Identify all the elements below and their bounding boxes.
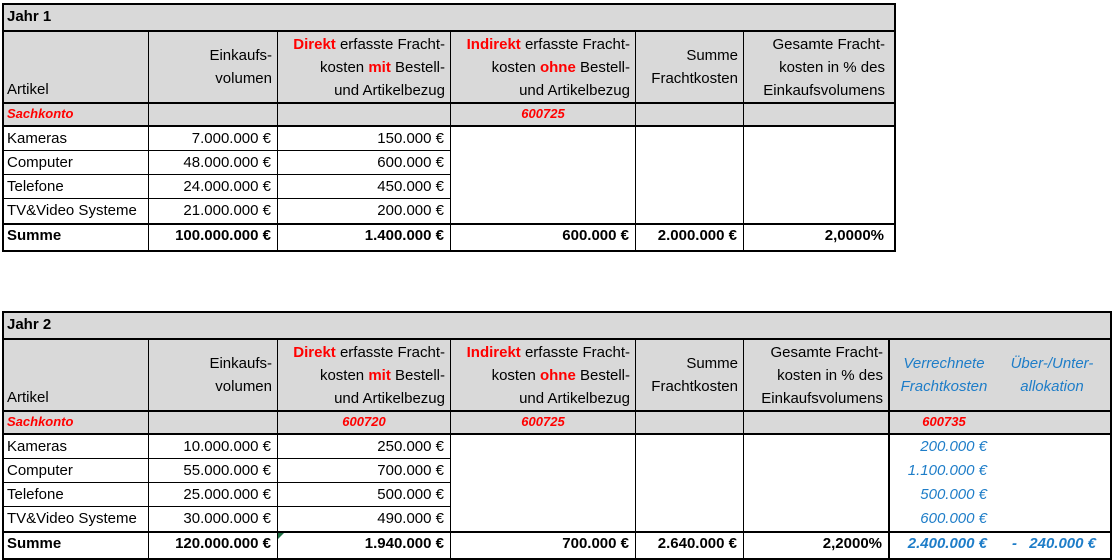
table-row bbox=[4, 151, 894, 175]
direkt-cell[interactable]: 250.000 € bbox=[278, 435, 451, 459]
header-line: Frachtkosten bbox=[651, 70, 738, 87]
empty-cell[interactable] bbox=[451, 507, 636, 531]
jahr2-table bbox=[2, 311, 1112, 560]
empty-cell[interactable] bbox=[636, 199, 744, 223]
empty-cell[interactable] bbox=[636, 507, 744, 531]
header-direkt-frachtkosten[interactable] bbox=[278, 340, 451, 410]
empty-cell[interactable] bbox=[744, 199, 890, 223]
empty-cell[interactable] bbox=[744, 127, 890, 151]
empty-cell[interactable] bbox=[451, 483, 636, 507]
minus-sign: - bbox=[1012, 535, 1017, 552]
summe-indirekt[interactable]: 600.000 € bbox=[451, 225, 636, 250]
table-row bbox=[4, 483, 1110, 507]
header-line: Einkaufs- bbox=[209, 47, 272, 64]
artikel-cell[interactable]: Telefone bbox=[4, 483, 149, 507]
einkauf-cell[interactable]: 25.000.000 € bbox=[149, 483, 278, 507]
empty-cell[interactable] bbox=[744, 435, 890, 459]
empty-cell[interactable] bbox=[636, 483, 744, 507]
summe-direkt-value: 1.940.000 € bbox=[364, 535, 444, 552]
direkt-cell[interactable]: 600.000 € bbox=[278, 151, 451, 175]
header-ueber-unterallokation[interactable] bbox=[998, 340, 1106, 410]
artikel-cell[interactable]: Computer bbox=[4, 151, 149, 175]
summe-direkt[interactable] bbox=[278, 533, 451, 558]
header-artikel[interactable] bbox=[4, 340, 149, 410]
summe-einkauf[interactable]: 100.000.000 € bbox=[149, 225, 278, 250]
header-gesamt-prozent[interactable] bbox=[744, 32, 890, 102]
empty-cell[interactable] bbox=[149, 104, 278, 125]
summe-indirekt[interactable]: 700.000 € bbox=[451, 533, 636, 558]
table-row bbox=[4, 175, 894, 199]
empty-cell[interactable] bbox=[451, 175, 636, 199]
header-line: und Artikelbezug bbox=[334, 389, 445, 407]
empty-cell[interactable] bbox=[451, 199, 636, 223]
summe-prozent[interactable]: 2,2000% bbox=[744, 533, 890, 558]
empty-cell[interactable] bbox=[451, 459, 636, 483]
jahr2-summe-row bbox=[4, 531, 1110, 558]
header-summe-frachtkosten[interactable] bbox=[636, 340, 744, 410]
jahr1-title-cell[interactable]: Jahr 1 bbox=[7, 8, 52, 25]
einkauf-cell[interactable]: 7.000.000 € bbox=[149, 127, 278, 151]
header-line: Einkaufsvolumens bbox=[761, 389, 883, 407]
header-line: Indirekt erfasste Fracht- bbox=[466, 35, 630, 53]
summe-label[interactable]: Summe bbox=[4, 225, 149, 250]
verrechnet-cell[interactable]: 1.100.000 € bbox=[907, 462, 987, 479]
einkauf-cell[interactable]: 10.000.000 € bbox=[149, 435, 278, 459]
table-row bbox=[4, 435, 1110, 459]
header-indirekt-frachtkosten[interactable] bbox=[451, 32, 636, 102]
jahr1-sachkonto-row bbox=[4, 104, 894, 127]
header-line: Artikel bbox=[7, 81, 49, 98]
sachkonto-indirekt-value[interactable]: 600725 bbox=[451, 104, 636, 125]
direkt-cell[interactable]: 500.000 € bbox=[278, 483, 451, 507]
table-row bbox=[4, 199, 894, 223]
artikel-cell[interactable]: TV&Video Systeme bbox=[4, 507, 149, 531]
table-row bbox=[4, 459, 1110, 483]
direkt-cell[interactable]: 450.000 € bbox=[278, 175, 451, 199]
empty-cell[interactable] bbox=[744, 151, 890, 175]
summe-direkt[interactable]: 1.400.000 € bbox=[278, 225, 451, 250]
empty-cell[interactable] bbox=[636, 127, 744, 151]
empty-cell[interactable] bbox=[744, 507, 890, 531]
sachkonto-verrechnet-value[interactable]: 600735 bbox=[922, 414, 966, 429]
verrechnet-cell[interactable]: 600.000 € bbox=[920, 510, 987, 527]
summe-frachtkosten[interactable]: 2.640.000 € bbox=[636, 533, 744, 558]
empty-cell[interactable] bbox=[636, 435, 744, 459]
summe-einkauf[interactable]: 120.000.000 € bbox=[149, 533, 278, 558]
table-row bbox=[4, 507, 1110, 531]
header-line: Direkt erfasste Fracht- bbox=[293, 35, 445, 53]
header-direkt-frachtkosten[interactable] bbox=[278, 32, 451, 102]
summe-prozent[interactable]: 2,0000% bbox=[824, 227, 884, 244]
header-line: kosten mit Bestell- bbox=[319, 366, 445, 384]
header-line: Frachtkosten bbox=[900, 378, 988, 395]
verrechnet-cell[interactable]: 200.000 € bbox=[920, 438, 987, 455]
header-line: kosten ohne Bestell- bbox=[491, 58, 630, 76]
header-line: Verrechnete bbox=[903, 355, 985, 372]
direkt-cell[interactable]: 150.000 € bbox=[278, 127, 451, 151]
header-line: Summe bbox=[686, 47, 738, 64]
verrechnet-cell[interactable]: 500.000 € bbox=[920, 486, 987, 503]
header-line: Gesamte Fracht- bbox=[772, 35, 885, 53]
header-line: kosten in % des bbox=[779, 58, 885, 76]
header-line: kosten mit Bestell- bbox=[319, 58, 445, 76]
einkauf-cell[interactable]: 48.000.000 € bbox=[149, 151, 278, 175]
header-summe-frachtkosten[interactable] bbox=[636, 32, 744, 102]
empty-cell[interactable] bbox=[744, 175, 890, 199]
empty-cell[interactable] bbox=[451, 127, 636, 151]
header-line: Frachtkosten bbox=[651, 378, 738, 395]
header-line: allokation bbox=[1020, 378, 1084, 395]
jahr1-title-row bbox=[4, 5, 894, 32]
sachkonto-label[interactable]: Sachkonto bbox=[4, 104, 149, 125]
header-line: Indirekt erfasste Fracht- bbox=[466, 343, 630, 361]
header-line: Summe bbox=[686, 355, 738, 372]
jahr2-sachkonto-row bbox=[4, 412, 1110, 435]
direkt-cell[interactable]: 490.000 € bbox=[278, 507, 451, 531]
einkauf-cell[interactable]: 21.000.000 € bbox=[149, 199, 278, 223]
header-line: Einkaufsvolumens bbox=[763, 81, 885, 99]
empty-cell[interactable] bbox=[636, 151, 744, 175]
header-einkaufsvolumen[interactable] bbox=[149, 32, 278, 102]
empty-cell[interactable] bbox=[744, 104, 890, 125]
empty-cell[interactable] bbox=[744, 483, 890, 507]
summe-label[interactable]: Summe bbox=[4, 533, 149, 558]
empty-cell[interactable] bbox=[149, 412, 278, 433]
einkauf-cell[interactable]: 24.000.000 € bbox=[149, 175, 278, 199]
header-line: und Artikelbezug bbox=[519, 389, 630, 407]
jahr2-title-row bbox=[4, 313, 1110, 340]
header-line: kosten in % des bbox=[777, 366, 883, 384]
summe-ueberallokation[interactable] bbox=[998, 533, 1106, 558]
empty-cell[interactable] bbox=[636, 104, 744, 125]
empty-cell[interactable] bbox=[451, 435, 636, 459]
empty-cell[interactable] bbox=[636, 175, 744, 199]
empty-cell[interactable] bbox=[998, 435, 1106, 459]
einkauf-cell[interactable]: 55.000.000 € bbox=[149, 459, 278, 483]
empty-cell[interactable] bbox=[278, 104, 451, 125]
empty-cell[interactable] bbox=[744, 459, 890, 483]
artikel-cell[interactable]: Kameras bbox=[4, 127, 149, 151]
table-row bbox=[4, 127, 894, 151]
header-line: Artikel bbox=[7, 389, 49, 406]
jahr1-header-row bbox=[4, 32, 894, 104]
jahr2-title-cell[interactable]: Jahr 2 bbox=[7, 316, 52, 333]
direkt-cell[interactable]: 700.000 € bbox=[278, 459, 451, 483]
empty-cell[interactable] bbox=[998, 483, 1106, 507]
header-line: und Artikelbezug bbox=[334, 81, 445, 99]
header-line: volumen bbox=[215, 378, 272, 395]
header-einkaufsvolumen[interactable] bbox=[149, 340, 278, 410]
header-line: Direkt erfasste Fracht- bbox=[293, 343, 445, 361]
jahr2-header-row bbox=[4, 340, 1110, 412]
header-line: Gesamte Fracht- bbox=[770, 343, 883, 361]
header-indirekt-frachtkosten[interactable] bbox=[451, 340, 636, 410]
empty-cell[interactable] bbox=[451, 151, 636, 175]
header-gesamt-prozent[interactable] bbox=[744, 340, 890, 410]
summe-verrechnet[interactable]: 2.400.000 € bbox=[907, 535, 987, 552]
sachkonto-direkt-value[interactable]: 600720 bbox=[278, 412, 451, 433]
direkt-cell[interactable]: 200.000 € bbox=[278, 199, 451, 223]
empty-cell[interactable] bbox=[636, 412, 744, 433]
empty-cell[interactable] bbox=[998, 507, 1106, 531]
artikel-cell[interactable]: Kameras bbox=[4, 435, 149, 459]
empty-cell[interactable] bbox=[744, 412, 890, 433]
summe-frachtkosten[interactable]: 2.000.000 € bbox=[636, 225, 744, 250]
header-verrechnete-frachtkosten[interactable] bbox=[890, 340, 998, 410]
empty-cell[interactable] bbox=[998, 459, 1106, 483]
empty-cell[interactable] bbox=[636, 459, 744, 483]
header-line: kosten ohne Bestell- bbox=[491, 366, 630, 384]
header-artikel[interactable] bbox=[4, 32, 149, 102]
jahr1-summe-row bbox=[4, 223, 894, 250]
error-flag-icon bbox=[278, 533, 284, 539]
sachkonto-label[interactable]: Sachkonto bbox=[4, 412, 149, 433]
ueber-value: 240.000 € bbox=[1029, 535, 1096, 552]
empty-cell[interactable] bbox=[998, 412, 1106, 433]
jahr1-table bbox=[2, 3, 896, 252]
header-line: Über-/Unter- bbox=[1010, 355, 1094, 372]
header-line: Einkaufs- bbox=[209, 355, 272, 372]
artikel-cell[interactable]: Telefone bbox=[4, 175, 149, 199]
artikel-cell[interactable]: Computer bbox=[4, 459, 149, 483]
einkauf-cell[interactable]: 30.000.000 € bbox=[149, 507, 278, 531]
sachkonto-indirekt-value[interactable]: 600725 bbox=[451, 412, 636, 433]
artikel-cell[interactable]: TV&Video Systeme bbox=[4, 199, 149, 223]
header-line: und Artikelbezug bbox=[519, 81, 630, 99]
header-line: volumen bbox=[215, 70, 272, 87]
